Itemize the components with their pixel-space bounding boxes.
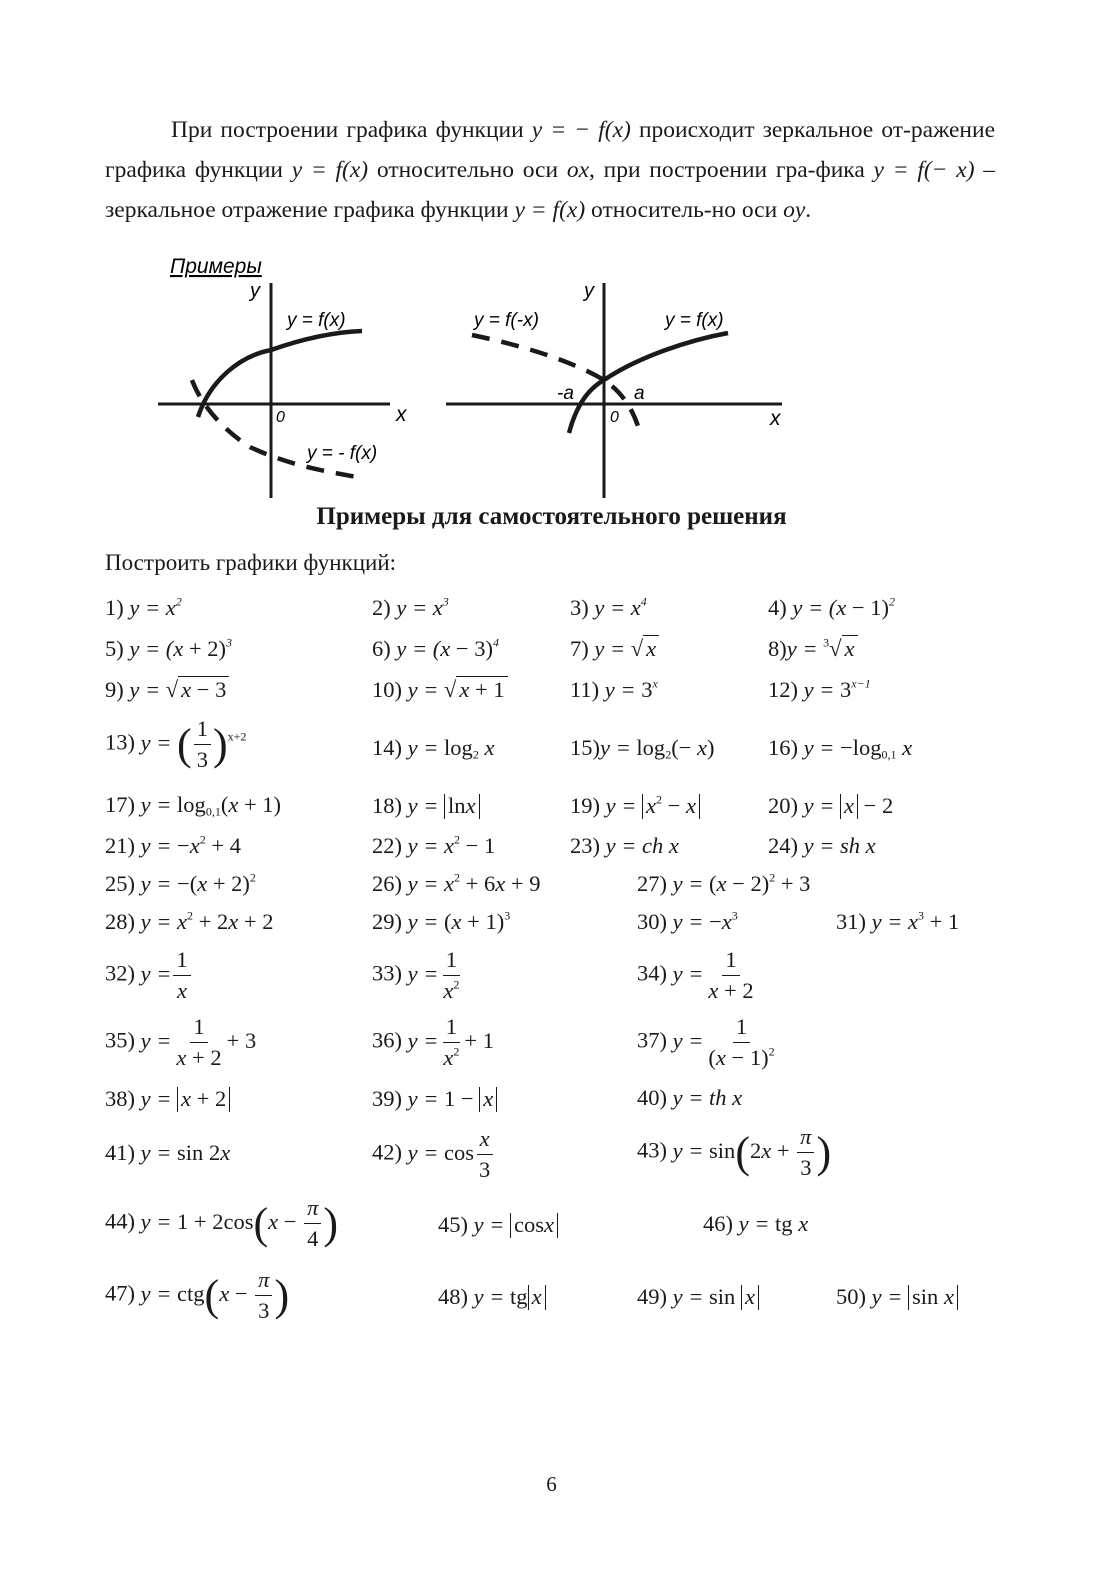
formula-f: y = f(x)	[514, 197, 586, 223]
exercise-43: 43) y = sin(2x + $\frac{\pi}{3}$ )	[637, 1124, 832, 1180]
exercise-8: 8)y = $^3$√ x	[768, 638, 858, 661]
exercise-3: 3) $y = x^4$	[570, 594, 647, 620]
examples-figure	[0, 0, 1103, 510]
exercise-29: 29) $y = (x + 1)^3$	[372, 908, 511, 934]
exercise-48: 48) y = tg x	[438, 1285, 546, 1310]
right-curve-f	[569, 333, 728, 433]
exercise-10: 10) y = √ x + 1	[372, 679, 508, 702]
paragraph-text: , при построении гра-фика	[589, 157, 865, 183]
exercise-36: 36) y = $\frac{1}{x^2}$ + 1	[372, 1014, 494, 1070]
exercise-17: 17) $y = \log_{0,1}(x + 1)$	[105, 792, 281, 819]
exercise-47: 47) y = ctg(x − $\frac{\pi}{3}$ )	[105, 1267, 290, 1323]
exercise-13: 13) y = ( $\frac{1}{3}$ )$^{x+2}$	[105, 716, 247, 772]
paragraph-text: – зеркальное отражение графика функции	[105, 157, 996, 223]
exercise-16: 16) $y = -\log_{0,1}$ x	[768, 735, 913, 762]
exercise-39: 39) y = 1 − x	[372, 1087, 497, 1112]
left-y-label: y	[250, 280, 260, 302]
right-neg-a-label: -a	[557, 383, 574, 404]
exercise-45: 45) y = cosx	[438, 1213, 558, 1238]
exercise-30: 30) $y = -x^3$	[637, 908, 738, 934]
exercise-6: 6) $y = (x - 3)^4$	[372, 635, 499, 661]
left-reflected-label: y = - f(x)	[307, 443, 378, 464]
formula-neg-f: y = − f(x)	[531, 117, 631, 143]
exercise-50: 50) y = sin x	[836, 1285, 958, 1310]
right-pos-a-label: a	[634, 383, 645, 404]
exercise-2: 2) $y = x^3$	[372, 594, 449, 620]
exercise-24: 24) y = sh x	[768, 833, 876, 858]
paragraph-text: относитель-но оси	[591, 197, 778, 223]
exercise-34: 34) y = $\frac{1}{x + 2}$	[637, 947, 754, 1003]
left-origin-label: 0	[276, 409, 285, 426]
exercise-33: 33) y = $\frac{1}{x^2}$	[372, 947, 460, 1003]
exercise-15: $15)y = \log_2(- x)$	[570, 735, 715, 762]
exercise-7: 7) y = √ x	[570, 638, 659, 661]
exercise-27: 27) $y = (x - 2)^2 + 3$	[637, 870, 811, 896]
right-curve-label: y = f(x)	[665, 310, 724, 331]
exercise-11: 11) y = 3$^x$	[570, 676, 658, 702]
right-reflected-label: y = f(-x)	[474, 310, 539, 331]
exercise-38: 38) y = x + 2	[105, 1087, 230, 1112]
paragraph-text: При построении графика функции	[171, 117, 524, 143]
exercise-23: 23) y = ch x	[570, 833, 679, 858]
exercise-32: 32) y = $\frac{1}{x}$	[105, 947, 193, 1004]
exercise-1: 1) $y = x^2$	[105, 594, 182, 620]
page-number: 6	[546, 1472, 557, 1496]
exercise-21: 21) $y = -x^2 + 4$	[105, 832, 241, 858]
right-origin-label: 0	[610, 409, 619, 426]
exercise-26: 26) $y = x^2 + 6x + 9$	[372, 870, 541, 896]
formula-f: y = f(x)	[291, 157, 369, 183]
exercise-18: 18) y = lnx	[372, 794, 480, 819]
exercise-41: 41) y = sin 2x	[105, 1140, 231, 1165]
right-y-label: y	[584, 280, 594, 302]
exercise-42: 42) y = cos $\frac{x}{3}$	[372, 1126, 495, 1183]
exercise-14: 14) $y = \log_2 x$	[372, 735, 495, 762]
left-curve-label: y = f(x)	[287, 310, 346, 331]
right-graph	[446, 280, 782, 498]
exercise-5: 5) $y = (x + 2)^3$	[105, 635, 232, 661]
left-graph	[158, 280, 408, 498]
section-title: Примеры для самостоятельного решения	[316, 503, 787, 530]
task-text: Построить графики функций:	[105, 550, 397, 575]
exercise-37: 37) y = $\frac{1}{(x - 1)^2}$	[637, 1014, 775, 1070]
formula-f-neg-x: y = f(− x)	[873, 157, 975, 183]
exercise-12: 12) $y = 3^{x-1}$	[768, 676, 871, 702]
axis-oy: oy	[783, 197, 806, 223]
exercise-46: 46) y = tg x	[703, 1211, 809, 1236]
exercise-19: 19) $y = x^2 - x$	[570, 794, 700, 819]
exercise-49: 49) y = sin x	[637, 1285, 759, 1310]
figure-label: Примеры	[170, 255, 262, 278]
exercise-9: 9) y = √ x − 3	[105, 679, 229, 702]
left-x-label: x	[396, 403, 407, 426]
exercise-22: 22) $y = x^2 - 1$	[372, 832, 496, 858]
exercise-28: 28) $y = x^2 + 2x + 2$	[105, 908, 274, 934]
exercise-20: 20) y = x − 2	[768, 793, 894, 818]
axis-ox: ox	[566, 157, 589, 183]
exercise-25: 25) $y = -(x + 2)^2$	[105, 870, 256, 896]
paragraph-text: .	[805, 197, 812, 223]
paragraph-text: происходит зеркальное от-ражение графика функции	[105, 117, 996, 183]
exercise-40: 40) y = th x	[637, 1085, 743, 1110]
exercise-35: 35) y = $\frac{1}{x + 2}$ + 3	[105, 1014, 257, 1070]
exercise-31: 31) $y = x^3 + 1$	[836, 908, 960, 934]
exercise-44: 44) y = 1 + 2cos(x − $\frac{\pi}{4}$ )	[105, 1195, 339, 1251]
right-x-label: x	[770, 407, 781, 430]
exercise-4: 4) $y = (x - 1)^2$	[768, 594, 895, 620]
paragraph-text: относительно оси	[376, 157, 559, 183]
